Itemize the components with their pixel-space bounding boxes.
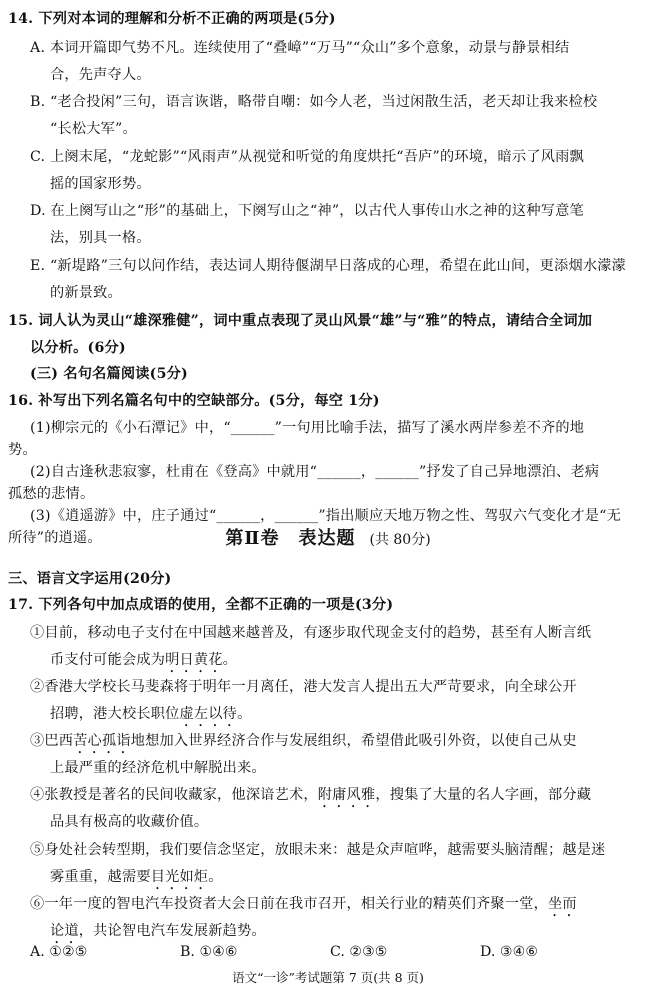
q14-option-c-line1: C. 上阕末尾，“龙蛇影”“风雨声”从视觉和听觉的角度烘托“吾庐”的环境，暗示了风雨飘 — [30, 149, 584, 165]
q17-sentence2-line2 — [50, 704, 251, 730]
q17-sentence4-line1 — [30, 785, 591, 811]
q17-sentence1-line1: ①目前，移动电子支付在中国越来越普及，有逐步取代现金支付的趋势，甚至有人断言纸 — [30, 625, 592, 641]
q16-part3-line1: (3)《逍遥游》中，庄子通过“______，______”指出顺应天地万物之性、驾驭六气变化才是“无 — [30, 508, 621, 524]
q14-option-b-line2: “长松大军”。 — [50, 121, 137, 137]
q17-s3-idiom: 苦心孤诣 — [73, 733, 131, 749]
q16-stem: 16. 补写出下列名篇名句中的空缺部分。(5分，每空 1分) — [8, 393, 380, 409]
q17-s6-idiom-part2: 论道 — [50, 923, 79, 939]
q14-stem: 14. 下列对本词的理解和分析不正确的两项是(5分) — [8, 11, 336, 27]
q17-s3-start: ③巴西 — [30, 733, 74, 749]
q17-stem: 17. 下列各句中加点成语的使用，全都不正确的一项是(3分) — [8, 597, 394, 613]
q17-s1-end: 。 — [222, 652, 238, 668]
q14-option-e-line1: E. “新堤路”三句以问作结，表达词人期待偃湖早日落成的心理，希望在此山间，更添烟水濛濛 — [30, 258, 626, 274]
q14-option-c-line2: 摇的国家形势。 — [50, 176, 151, 192]
q17-choice-d: D. ③④⑥ — [480, 944, 539, 960]
part2-title: 第Ⅱ卷 表达题 — [225, 528, 356, 549]
q17-sentence4-line2: 品具有极高的收藏价值。 — [50, 814, 209, 830]
q17-s6-idiom-part1: 坐而 — [547, 896, 577, 912]
q17-s6-end: ，共论智电汽车发展新趋势。 — [78, 923, 266, 939]
q17-s3-text: 地想加入世界经济合作与发展组织，希望借此吸引外资，以使自己从史 — [130, 733, 577, 749]
q16-part3-line2: 所待”的逍遥。 — [8, 530, 102, 546]
q16-part2-line2: 孤愁的悲情。 — [8, 486, 95, 502]
q17-sentence2-line1: ②香港大学校长马斐森将于明年一月离任，港大发言人提出五大严苛要求，向全球公开 — [30, 679, 577, 695]
q17-s4-start: ④张教授是著名的民间收藏家，他深谙艺术， — [30, 787, 318, 803]
section-heading-language-use: 三、语言文字运用(20分) — [8, 571, 172, 587]
q17-s5-idiom: 目光如炬 — [150, 869, 209, 885]
q17-choice-c: C. ②③⑤ — [330, 944, 388, 960]
q17-s1-text: 币支付可能会成为 — [50, 652, 166, 668]
q17-s5-end: 。 — [208, 869, 223, 885]
q17-sentence6-line1 — [30, 894, 577, 920]
q17-s2-end: 。 — [237, 706, 252, 722]
q17-sentence5-line1: ⑤身处社会转型期，我们要信念坚定，放眼未来：越是众声喧哗，越需要头脑清醒；越是迷 — [30, 842, 606, 858]
q17-sentence1-line2 — [50, 650, 237, 676]
q14-option-d-line2: 法，别具一格。 — [50, 230, 151, 246]
q16-part1-line2: 势。 — [8, 442, 37, 458]
q17-sentence3-line1 — [30, 731, 577, 757]
q17-s4-idiom: 附庸风雅 — [317, 787, 376, 803]
q17-s6-text: ⑥一年一度的智电汽车投资者大会日前在我市召开，相关行业的精英们齐聚一堂， — [30, 896, 548, 912]
q17-sentence5-line2 — [50, 867, 223, 893]
q15-line1: 15. 词人认为灵山“雄深雅健”，词中重点表现了灵山风景“雄”与“雅”的特点，请结合全词加 — [8, 313, 593, 329]
q16-part2-line1: (2)自古逢秋悲寂寥，杜甫在《登高》中就用“______，______”抒发了自己异地漂泊、老病 — [30, 464, 600, 480]
q17-s2-text: 招聘，港大校长职位 — [50, 706, 180, 722]
page-footer: 语文“一诊”考试题第 7 页(共 8 页) — [232, 970, 424, 985]
q14-option-b-line1: B. “老合投闲”三句，语言诙谐，略带自嘲：如今人老，当过闲散生活，老天却让我来检校 — [30, 94, 598, 110]
q15-line2: 以分析。(6分) — [30, 340, 126, 356]
q17-choice-b: B. ①④⑥ — [180, 944, 238, 960]
q17-choice-a: A. ①②⑤ — [30, 944, 88, 960]
q17-sentence3-line2: 上最严重的经济危机中解脱出来。 — [50, 760, 266, 776]
q17-s5-text: 雾重重，越需要 — [50, 869, 151, 885]
q14-option-a-line2: 合，先声夺人。 — [50, 67, 151, 83]
q14-option-d-line1: D. 在上阕写山之“形”的基础上，下阕写山之“神”，以古代人事传山水之神的这种写意笔 — [30, 203, 584, 219]
q17-s4-text: ，搜集了大量的名人字画，部分藏 — [375, 787, 592, 803]
q16-part1-line1: (1)柳宗元的《小石潭记》中，“______”一句用比喻手法，描写了溪水两岸参差不齐的地 — [30, 420, 585, 436]
section-heading-famous-lines: (三) 名句名篇阅读(5分) — [30, 366, 188, 382]
q14-option-e-line2: 的新景致。 — [50, 285, 122, 301]
q14-option-a-line1: A. 本词开篇即气势不凡。连续使用了“叠嶂”“万马”“众山”多个意象，动景与静景相结 — [30, 40, 570, 56]
q17-s2-idiom: 虚左以待 — [179, 706, 238, 722]
q17-s1-idiom: 明日黄花 — [165, 652, 223, 668]
part2-score: (共 80分) — [369, 532, 431, 548]
